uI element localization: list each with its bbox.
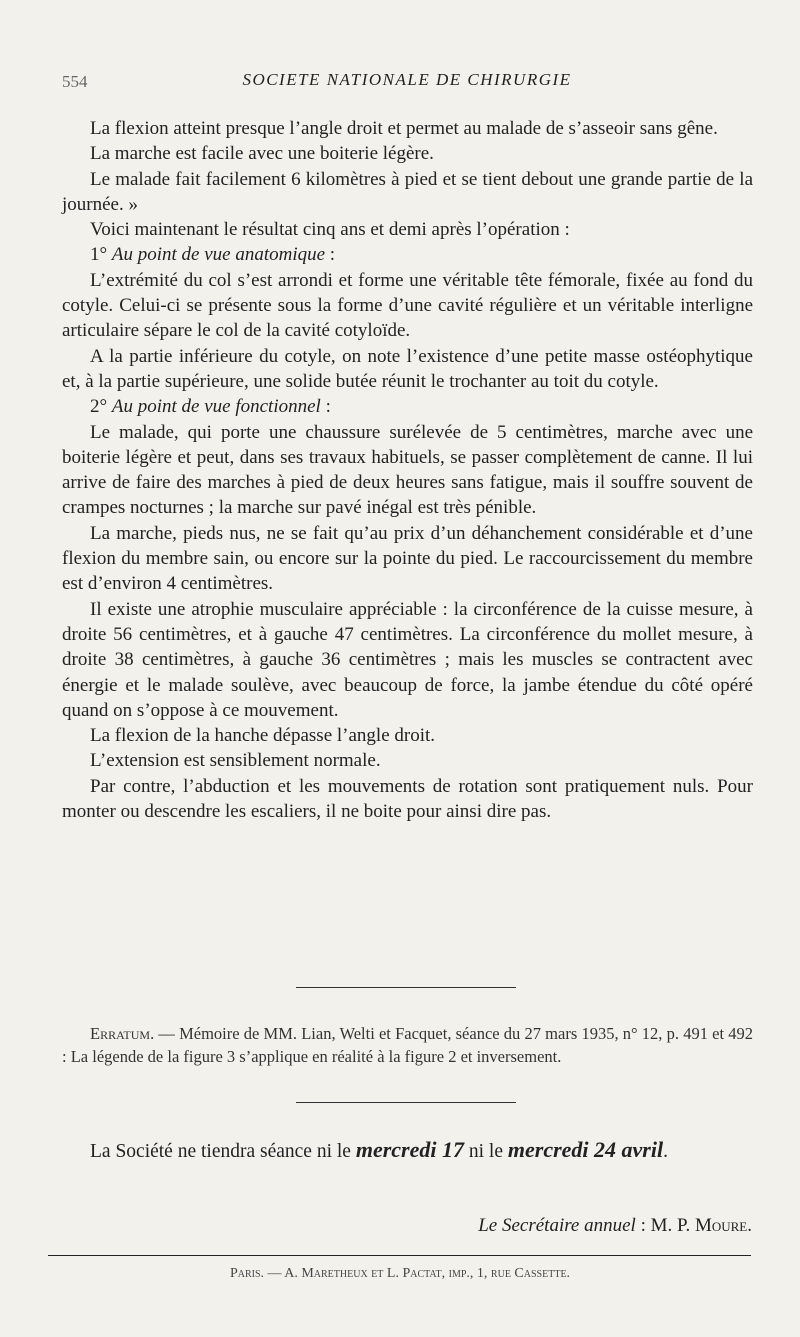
notice-text: ni le: [464, 1141, 508, 1162]
signature-role: Le Secrétaire annuel: [478, 1215, 636, 1236]
footer-rule: [48, 1255, 751, 1256]
printer-imprint: Paris. — A. Maretheux et L. Pactat, imp., 1, rue Cassette.: [229, 1266, 571, 1281]
paragraph: L’extension est sensiblement normale.: [90, 750, 381, 772]
erratum-label: Erratum.: [90, 1024, 155, 1043]
paragraph: Le malade, qui porte une chaussure surélevée de 5 centimètres, marche avec une boiterie légère et peut, dans ses travaux habituels, se passer complètement de canne. Il lui arrive de faire des marches à pied de deux heures sans fatigue, mais il souffre souvent de crampes nocturnes ; la marche sur pavé inégal est très pénible.: [62, 421, 753, 519]
running-title: SOCIETE NATIONALE DE CHIRURGIE: [242, 70, 572, 89]
section-divider: [296, 987, 516, 988]
heading-text: Au point de vue fonctionnel: [111, 396, 321, 418]
notice-text: .: [663, 1141, 668, 1162]
page-number: 554: [62, 72, 88, 91]
notice-date-1: mercredi 17: [355, 1137, 464, 1162]
paragraph: L’extrémité du col s’est arrondi et forme une véritable tête fémorale, fixée au fond du cotyle. Celui-ci se présente sous la forme d’une cavité régulière et un véritable interligne articulaire sépare le col de la cavité cotyloïde.: [62, 269, 753, 342]
heading-text: Au point de vue anatomique: [111, 244, 326, 266]
paragraph: Par contre, l’abduction et les mouvements de rotation sont pratiquement nuls. Pour monter ou descendre les escaliers, il ne boite pour ainsi dire pas.: [62, 775, 753, 823]
section-heading-functional: [62, 394, 753, 419]
page-header: [62, 70, 752, 94]
notice-text: La Société ne tiendra séance ni le: [90, 1141, 356, 1162]
notice-paragraph: [62, 1136, 753, 1165]
erratum-text: — Mémoire de MM. Lian, Welti et Facquet, séance du 27 mars 1935, n° 12, p. 491 et 492 : La légende de la figure 3 s’applique en réalité à la figure 2 et inversement.: [62, 1024, 753, 1066]
heading-colon: :: [325, 244, 336, 266]
signature-separator: :: [635, 1215, 651, 1236]
erratum-paragraph: [62, 1022, 753, 1068]
meeting-notice: [62, 1136, 753, 1165]
paragraph: La marche, pieds nus, ne se fait qu’au prix d’un déhanchement considérable et d’une flexion du membre sain, ou encore sur la pointe du pied. Le raccourcissement du membre est d’environ 4 centimètres.: [62, 522, 753, 595]
paragraph: La marche est facile avec une boiterie légère.: [90, 143, 434, 165]
paragraph: A la partie inférieure du cotyle, on note l’existence d’une petite masse ostéophytique et, à la partie supérieure, une solide butée réunit le trochanter au toit du cotyle.: [62, 345, 753, 392]
heading-colon: :: [320, 396, 331, 418]
section-heading-anatomical: [62, 242, 753, 267]
notice-date-2: mercredi 24 avril: [507, 1137, 664, 1162]
heading-number: 2°: [90, 396, 108, 418]
paragraph: La flexion atteint presque l’angle droit et permet au malade de s’asseoir sans gêne.: [90, 118, 718, 139]
paragraph: La flexion de la hanche dépasse l’angle droit.: [90, 725, 436, 747]
paragraph: Il existe une atrophie musculaire appréciable : la circonférence de la cuisse mesure, à droite 56 centimètres, et à gauche 47 centimètres. La circonférence du mollet mesure, à droite 38 centimètres, à gauche 36 centimètres ; mais les muscles se contractent avec énergie et le malade soulève, avec beaucoup de force, la jambe étendue du côté opéré quand on s’oppose à ce mouvement.: [62, 598, 753, 721]
paragraph: Voici maintenant le résultat cinq ans et demi après l’opération :: [90, 219, 570, 241]
paragraph: Le malade fait facilement 6 kilomètres à pied et se tient debout une grande partie de la journée. »: [62, 168, 753, 215]
body-text: [62, 116, 753, 824]
signature-name: M. P. Moure.: [650, 1215, 752, 1236]
signature: [478, 1215, 752, 1237]
erratum-note: [62, 1022, 753, 1068]
heading-number: 1°: [90, 244, 108, 266]
section-divider: [296, 1102, 516, 1103]
